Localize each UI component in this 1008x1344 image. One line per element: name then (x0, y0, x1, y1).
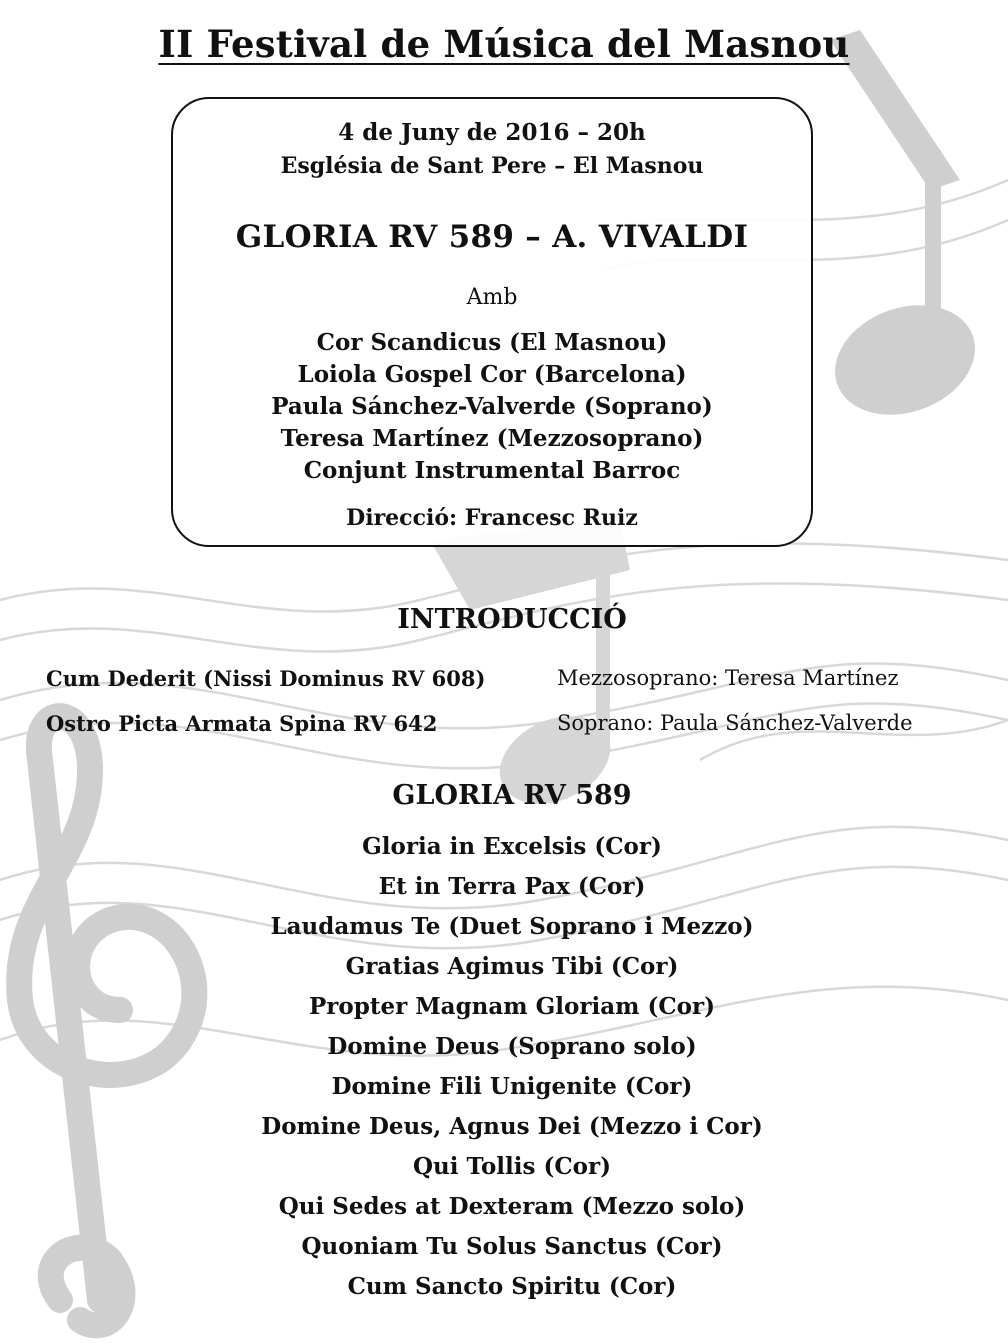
intro-piece-row (46, 666, 986, 696)
concert-date: 4 de Juny de 2016 – 20h (338, 119, 646, 146)
concert-info-box (171, 97, 813, 547)
movement-item: Et in Terra Pax (Cor) (378, 873, 646, 900)
movement-item: Cum Sancto Spiritu (Cor) (347, 1273, 677, 1300)
movement-item: Qui Tollis (Cor) (412, 1153, 611, 1180)
performer-item: Cor Scandicus (El Masnou) (316, 329, 668, 356)
movement-item: Domine Deus, Agnus Dei (Mezzo i Cor) (261, 1113, 763, 1140)
performer-item: Teresa Martínez (Mezzosoprano) (280, 425, 704, 452)
movement-item: Laudamus Te (Duet Soprano i Mezzo) (270, 913, 754, 940)
festival-title: II Festival de Música del Masnou (158, 22, 850, 66)
movement-item: Domine Fili Unigenite (Cor) (331, 1073, 693, 1100)
performer-item: Paula Sánchez-Valverde (Soprano) (271, 393, 713, 420)
movement-item: Gratias Agimus Tibi (Cor) (345, 953, 679, 980)
performer-item: Loiola Gospel Cor (Barcelona) (297, 361, 687, 388)
movement-item: Domine Deus (Soprano solo) (327, 1033, 697, 1060)
concert-director: Direcció: Francesc Ruiz (346, 505, 638, 531)
concert-work: GLORIA RV 589 – A. VIVALDI (235, 219, 749, 255)
intro-piece-title: Cum Dederit (Nissi Dominus RV 608) (46, 666, 486, 691)
intro-piece-title: Ostro Picta Armata Spina RV 642 (46, 711, 438, 736)
movement-item: Qui Sedes at Dexteram (Mezzo solo) (278, 1193, 746, 1220)
gloria-heading: GLORIA RV 589 (392, 780, 632, 811)
intro-piece-soloist: Soprano: Paula Sánchez-Valverde (557, 711, 913, 735)
movement-item: Quoniam Tu Solus Sanctus (Cor) (301, 1233, 723, 1260)
intro-piece-soloist: Mezzosoprano: Teresa Martínez (557, 666, 899, 690)
performer-item: Conjunt Instrumental Barroc (303, 457, 681, 484)
with-label: Amb (466, 285, 518, 310)
concert-venue: Església de Sant Pere – El Masnou (280, 153, 704, 179)
introduction-heading: INTRODUCCIÓ (397, 604, 627, 635)
movement-item: Propter Magnam Gloriam (Cor) (309, 993, 715, 1020)
intro-piece-row (46, 711, 986, 741)
movement-item: Gloria in Excelsis (Cor) (362, 833, 662, 860)
